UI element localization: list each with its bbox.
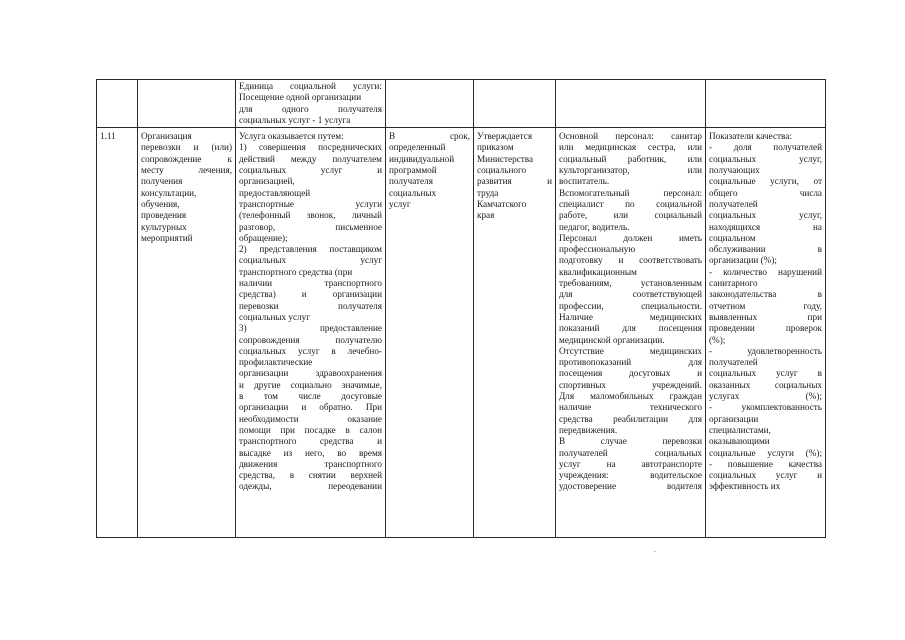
text-line: высадке из него, во время — [239, 447, 382, 458]
text-line: оказанных социальных — [709, 379, 822, 390]
text-line: В случае перевозки — [559, 436, 702, 447]
service-approval — [474, 128, 556, 538]
text-line: медицинской организации. — [559, 334, 665, 345]
text-line: эффективность их — [709, 481, 781, 492]
service-name — [138, 128, 236, 538]
text-line: воспитатель. — [559, 176, 610, 187]
text-line: Вспомогательный персонал: — [559, 187, 702, 198]
text-line: социальных услуг в — [709, 368, 822, 379]
text-line: В срок, — [389, 131, 470, 142]
text-line: законодательства в — [709, 289, 822, 300]
text-line: Министерства — [477, 153, 534, 164]
text-line: работе, или социальный — [559, 210, 702, 221]
text-line: Отсутствие медицинских — [559, 345, 702, 356]
text-line: педагог, водитель. — [559, 221, 630, 232]
text-line: определенный — [389, 142, 446, 153]
text-line: Основной персонал: санитар — [559, 131, 702, 142]
text-line: культорганизатор, или — [559, 165, 702, 176]
cell-name-empty — [138, 80, 236, 128]
text-line: перевозки и (или) — [141, 142, 232, 153]
text-line: организации здравоохранения — [239, 368, 382, 379]
text-line: обучения, — [141, 198, 180, 209]
service-standards-table — [96, 79, 826, 538]
text-line: противопоказаний для — [559, 357, 702, 368]
text-line: разговор, письменное — [239, 221, 382, 232]
text-line: обслуживании в — [709, 244, 822, 255]
text-line: социальных услуг, — [709, 153, 822, 164]
text-line: социальных услуг и — [709, 470, 822, 481]
text-line: подготовку и соответствовать — [559, 255, 702, 266]
service-term — [386, 128, 474, 538]
service-personnel — [556, 128, 706, 538]
text-line: услугах (%); — [709, 391, 822, 402]
text-line: края — [477, 210, 495, 221]
text-line: социальные услуги (%); — [709, 447, 822, 458]
text-line: для соответствующей — [559, 289, 702, 300]
text-line: санитарного — [709, 278, 758, 289]
text-line: социальном — [709, 232, 756, 243]
text-line: специалист по социальной — [559, 198, 702, 209]
text-line: 3) предоставление — [239, 323, 382, 334]
service-description — [236, 128, 386, 538]
text-line: посещения досуговых и — [559, 368, 702, 379]
text-line: Персонал должен иметь — [559, 232, 702, 243]
text-line: перевозки получателя — [239, 300, 382, 311]
text-line: обращение); — [239, 232, 288, 243]
text-line: социальных услуг в лечебно- — [239, 345, 382, 356]
cell-number-empty — [97, 80, 138, 128]
text-line: транспортные услуги — [239, 198, 382, 209]
text-line: сопровождение к — [141, 153, 232, 164]
text-line: необходимости оказание — [239, 413, 382, 424]
text-line: - количество нарушений — [709, 266, 822, 277]
text-line: - повышение качества — [709, 458, 822, 469]
text-line: наличие технического — [559, 402, 702, 413]
text-line: проведении проверок — [709, 323, 822, 334]
text-line: Показатели качества: — [709, 131, 792, 142]
text-line: одежды, переодевании — [239, 481, 382, 492]
text-line: социального — [477, 165, 527, 176]
text-line: социальных услуг — [239, 311, 311, 322]
text-line: услуг — [389, 198, 411, 209]
text-line: общего числа — [709, 187, 822, 198]
text-line: социальных услуг — [239, 255, 382, 266]
cell-approval-empty — [474, 80, 556, 128]
text-line: передвижения. — [559, 424, 618, 435]
text-line: индивидуальной — [389, 153, 455, 164]
text-line: культурных — [141, 221, 187, 232]
text-line: (%); — [709, 334, 726, 345]
text-line: организации и обратно. При — [239, 402, 382, 413]
text-line: для одного получателя — [239, 103, 382, 114]
text-line: сопровождения получателю — [239, 334, 382, 345]
text-line: средства) и организации — [239, 289, 382, 300]
text-line: выявленных при — [709, 311, 822, 322]
text-line: Утверждается — [477, 131, 533, 142]
text-line: учреждения: водительское — [559, 470, 702, 481]
text-line: (телефонный звонок, личный — [239, 210, 382, 221]
text-line: социальных услуг - 1 услуга — [239, 114, 351, 125]
text-line: социальные услуги, от — [709, 176, 822, 187]
cell-unit-description — [236, 80, 386, 128]
text-line: проведения — [141, 210, 187, 221]
text-line: - укомплектованность — [709, 402, 822, 413]
service-number-text: 1.11 — [100, 131, 116, 142]
text-line: и другие социально значимые, — [239, 379, 382, 390]
text-line: консультации, — [141, 187, 197, 198]
text-line: социальных услуг, — [709, 210, 822, 221]
text-line: спортивных учреждений. — [559, 379, 702, 390]
text-line: профессии, специальности. — [559, 300, 702, 311]
text-line: месту лечения, — [141, 165, 232, 176]
cell-personnel-empty — [556, 80, 706, 128]
text-line: средства, в снятии верхней — [239, 470, 382, 481]
text-line: транспортного средства (при — [239, 266, 353, 277]
table-row-service-1-11 — [97, 128, 826, 538]
service-indicators — [706, 128, 826, 538]
text-line: труда — [477, 187, 499, 198]
text-line: помощи при посадке в салон — [239, 424, 382, 435]
text-line: организации (%); — [709, 255, 777, 266]
text-line: социальных — [389, 187, 437, 198]
text-line: 1) совершения посреднических — [239, 142, 382, 153]
text-line: 2) представления поставщиком — [239, 244, 382, 255]
text-line: Наличие медицинских — [559, 311, 702, 322]
text-line: Услуга оказывается путем: — [239, 131, 344, 142]
cell-indicators-empty — [706, 80, 826, 128]
text-line: социальных услуг и — [239, 165, 382, 176]
text-line: - удовлетворенность — [709, 345, 822, 356]
text-line: развития и — [477, 176, 552, 187]
text-line: отчетном году, — [709, 300, 822, 311]
text-line: предоставляющей — [239, 187, 311, 198]
text-line: транспортного средства и — [239, 436, 382, 447]
text-line: Посещение одной организации — [239, 92, 362, 103]
text-line: оказывающими — [709, 436, 770, 447]
stray-mark: . — [654, 545, 656, 554]
text-line: получателей — [709, 357, 758, 368]
text-line: профессиональную — [559, 244, 636, 255]
text-line: - доля получателей — [709, 142, 822, 153]
text-line: или медицинская сестра, или — [559, 142, 702, 153]
text-line: получателя — [389, 176, 433, 187]
text-line: получающих — [709, 165, 760, 176]
text-line: услуг на автотранспорте — [559, 458, 702, 469]
text-line: требованиям, установленным — [559, 278, 702, 289]
text-line: специалистами, — [709, 424, 771, 435]
text-line: Единица социальной услуги: — [239, 81, 382, 91]
text-line: профилактические — [239, 357, 313, 368]
text-line: Для маломобильных граждан — [559, 391, 702, 402]
text-line: Камчатского — [477, 198, 527, 209]
text-line: программой — [389, 165, 437, 176]
text-line: организации — [709, 413, 759, 424]
service-number — [97, 128, 138, 538]
text-line: действий между получателем — [239, 153, 382, 164]
text-line: в том числе досуговые — [239, 391, 382, 402]
text-line: приказом — [477, 142, 514, 153]
text-line: движения транспортного — [239, 458, 382, 469]
text-line: получателей социальных — [559, 447, 702, 458]
text-line: квалификационным — [559, 266, 637, 277]
cell-term-empty — [386, 80, 474, 128]
text-line: социальный работник, или — [559, 153, 702, 164]
text-line: мероприятий — [141, 232, 193, 243]
text-line: организацией, — [239, 176, 295, 187]
text-line: средства реабилитации для — [559, 413, 702, 424]
text-line: получателей — [709, 198, 758, 209]
text-line: получения — [141, 176, 183, 187]
text-line: удостоверение водителя — [559, 481, 702, 492]
text-line: находящихся на — [709, 221, 822, 232]
text-line: наличии транспортного — [239, 278, 382, 289]
table-row-unit — [97, 80, 826, 128]
text-line: Организация — [141, 131, 192, 142]
text-line: показаний для посещения — [559, 323, 702, 334]
